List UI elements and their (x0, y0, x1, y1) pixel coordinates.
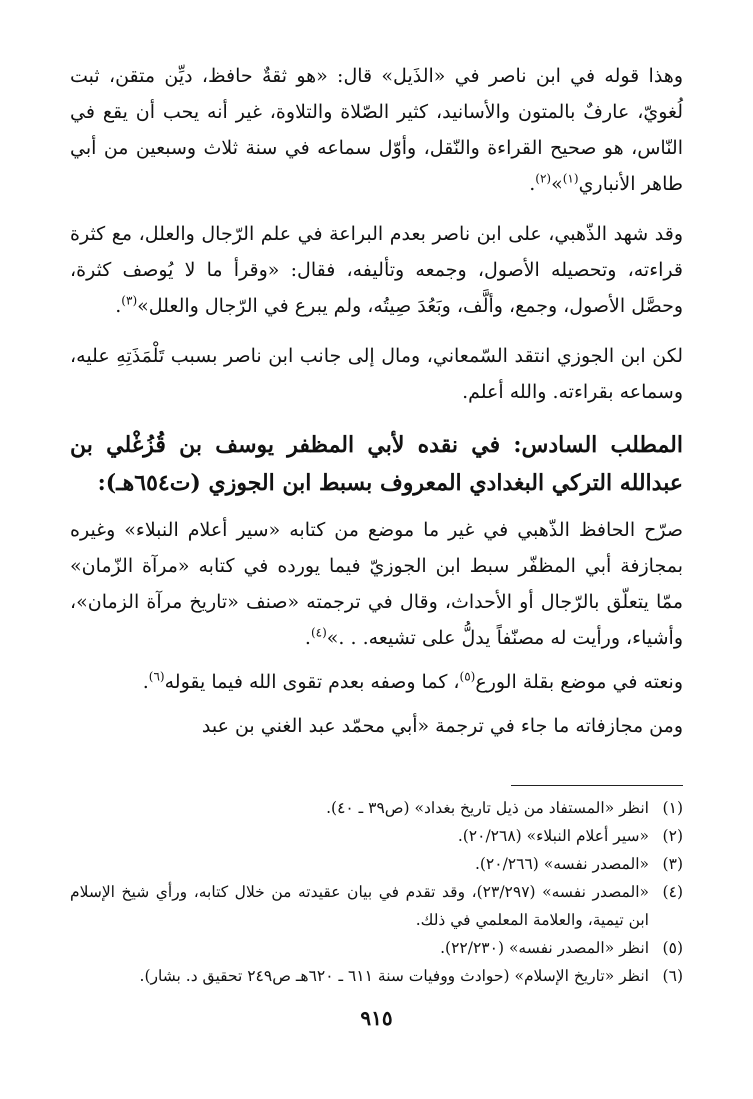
footnote-ref-5: (٥) (459, 669, 476, 684)
footnote-divider (511, 785, 683, 786)
period: . (142, 671, 149, 693)
paragraph-4 (70, 512, 683, 656)
footnote-ref-1: (١) (562, 171, 579, 186)
footnote-ref-2: (٢) (535, 171, 552, 186)
footnote-number: (١) (662, 799, 683, 817)
paragraph-2 (70, 216, 683, 324)
main-text (70, 58, 683, 744)
paragraph-2-text: وقد شهد الذّهبي، على ابن ناصر بعدم البراعة في علم الرّجال والعلل، مع كثرة قراءته، وتحصيله الأصول، وجمعه وتأليفه، فقال: «وقرأ ما لا يُوصف كثرة، وحصَّل الأصول، وجمع، وألَّف، وبَعُدَ صِيتُه، ولم يبرع في الرّجال والعلل» (70, 223, 683, 317)
paragraph-6: ومن مجازفاته ما جاء في ترجمة «أبي محمّد عبد الغني بن عبد (201, 715, 683, 737)
period: . (115, 295, 122, 317)
paragraph-5 (70, 664, 683, 700)
footnotes-list (70, 794, 683, 990)
footnote-item (70, 934, 683, 962)
period: . (529, 173, 536, 195)
footnote-item (70, 822, 683, 850)
page-number: ٩١٥ (360, 1006, 393, 1030)
footnote-ref-4: (٤) (310, 625, 327, 640)
footnote-ref-3: (٣) (121, 293, 138, 308)
paragraph-5-text-b: ، كما وصفه بعدم تقوى الله فيما يقوله (164, 671, 460, 693)
period: . (304, 627, 311, 649)
footnote-text: انظر «تاريخ الإسلام» (حوادث ووفيات سنة ٦١١ ـ ٦٢٠هـ ص٢٤٩ تحقيق د. بشار). (139, 967, 649, 985)
footnote-item (70, 878, 683, 934)
footnote-item (70, 850, 683, 878)
footnote-number: (٢) (662, 827, 683, 845)
paragraph-3: لكن ابن الجوزي انتقد السّمعاني، ومال إلى جانب ابن ناصر بسبب تَلْمَذَتِهِ عليه، وسماعه بقراءته. والله أعلم. (70, 345, 683, 403)
footnote-number: (٤) (662, 883, 683, 901)
paragraph-1-text: وهذا قوله في ابن ناصر في «الذَيل» قال: «هو ثقةٌ حافظ، ديِّن متقن، ثبت لُغويّ، عارفٌ بالمتون والأسانيد، كثير الصّلاة والتلاوة، غير أنه يحب أن يقع في النّاس، هو صحيح القراءة والنّقل، وأوّل سماعه في سنة ثلاث وسبعين من أبي طاهر الأنباري (70, 65, 683, 195)
paragraph-5-text-a: ونعته في موضع بقلة الورع (475, 671, 683, 693)
footnote-text: انظر «المستفاد من ذيل تاريخ بغداد» (ص٣٩ ـ ٤٠). (326, 799, 649, 817)
footnote-text: «سير أعلام النبلاء» (٢٠/٢٦٨). (457, 827, 649, 845)
footnote-ref-6: (٦) (148, 669, 165, 684)
footnote-number: (٦) (662, 967, 683, 985)
footnote-text: «المصدر نفسه» (٢٣/٢٩٧)، وقد تقدم في بيان عقيدته من خلال كتابه، ورأي شيخ الإسلام ابن تيمية، والعلامة المعلمي في ذلك. (70, 883, 649, 929)
footnote-item (70, 794, 683, 822)
footnote-text: «المصدر نفسه» (٢٠/٢٦٦). (474, 855, 649, 873)
footnote-item (70, 962, 683, 990)
footnote-text: انظر «المصدر نفسه» (٢٢/٢٣٠). (440, 939, 649, 957)
paragraph-1 (70, 58, 683, 202)
paragraph-4-text: صرّح الحافظ الذّهبي في غير ما موضع من كتابه «سير أعلام النبلاء» وغيره بمجازفة أبي المظفّر سبط ابن الجوزيّ فيما يورده في كتابه «مرآة الزّمان» ممّا يتعلّق بالرّجال أو الأحداث، وقال في ترجمته «صنف «تاريخ مرآة الزمان»، وأشياء، ورأيت له مصنّفاً يدلُّ على تشيعه. . .» (70, 519, 683, 649)
footnote-number: (٥) (662, 939, 683, 957)
quote-close: » (551, 173, 563, 195)
footnote-number: (٣) (662, 855, 683, 873)
section-heading: المطلب السادس: في نقده لأبي المظفر يوسف بن قُزُغْلي بن عبدالله التركي البغدادي المعروف بسبط ابن الجوزي (ت٦٥٤هـ): (70, 432, 683, 496)
